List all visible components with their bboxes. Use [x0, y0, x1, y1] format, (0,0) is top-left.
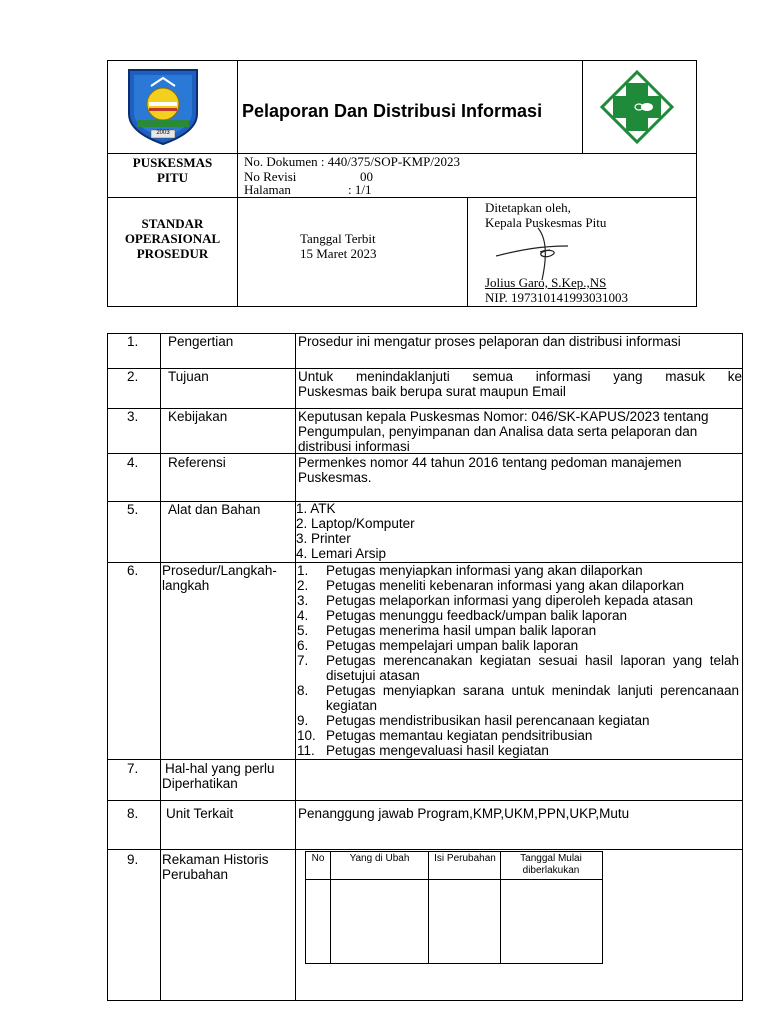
row-number: 3.	[127, 409, 139, 424]
puskesmas-logo	[599, 69, 675, 145]
revision-label: No Revisi	[244, 169, 297, 184]
history-header-no: No	[311, 853, 325, 864]
row-label: Hal-hal yang perlu Diperhatikan	[162, 761, 275, 791]
org-name: PUSKESMAS PITU	[132, 155, 213, 185]
procedure-steps	[297, 563, 739, 758]
list-item: 1. ATK	[296, 501, 336, 516]
approver-title: Kepala Puskesmas Pitu	[485, 215, 607, 230]
list-item: 6. Petugas mempelajari umpan balik laporan	[297, 638, 579, 653]
row-number: 2.	[127, 369, 139, 384]
row-label: Tujuan	[168, 369, 209, 384]
issue-date: 15 Maret 2023	[300, 246, 377, 261]
list-item: 7. Petugas merencanakan kegiatan sesuai hasil laporan yang telah disetujui atasan	[297, 653, 739, 683]
list-item: 3. Printer	[296, 531, 351, 546]
list-item: 2. Petugas meneliti kebenaran informasi yang akan dilaporkan	[297, 578, 684, 593]
row-content: Prosedur ini mengatur proses pelaporan dan distribusi informasi	[298, 334, 681, 349]
approved-by: Ditetapkan oleh,	[485, 200, 571, 215]
list-item: 8. Petugas menyiapkan sarana untuk menindak lanjuti perencanaan kegiatan	[297, 683, 739, 713]
row-content: Keputusan kepala Puskesmas Nomor: 046/SK-KAPUS/2023 tentang Pengumpulan, penyimpanan dan Analisa data serta pelaporan dan distribusi informasi	[298, 409, 709, 454]
list-item: 2. Laptop/Komputer	[296, 516, 415, 531]
row-content: Permenkes nomor 44 tahun 2016 tentang pedoman manajemen Puskesmas.	[298, 455, 682, 485]
doc-number: No. Dokumen : 440/375/SOP-KMP/2023	[244, 154, 460, 169]
row-number: 8.	[127, 806, 139, 821]
row-number: 4.	[127, 455, 139, 470]
sop-type: STANDAR OPERASIONAL PROSEDUR	[124, 216, 221, 261]
list-item: 10. Petugas memantau kegiatan pendsitribusian	[297, 728, 593, 743]
row-number: 7.	[127, 761, 139, 776]
list-item: 5. Petugas menerima hasil umpan balik laporan	[297, 623, 597, 638]
list-item: 4. Petugas menunggu feedback/umpan balik laporan	[297, 608, 627, 623]
row-content: Penanggung jawab Program,KMP,UKM,PPN,UKP,Mutu	[298, 806, 630, 821]
sop-title: Pelaporan Dan Distribusi Informasi	[242, 101, 543, 121]
row-label: Referensi	[168, 455, 226, 470]
issue-date-label: Tanggal Terbit	[300, 231, 376, 246]
signature-image	[490, 222, 600, 282]
list-item: 9. Petugas mendistribusikan hasil perencanaan kegiatan	[297, 713, 650, 728]
row-label: Rekaman Historis Perubahan	[162, 852, 269, 882]
row-number: 1.	[127, 334, 139, 349]
row-content: Untuk menindaklanjuti semua informasi yang masuk ke	[298, 369, 742, 384]
signer-name: Jolius Garo, S.Kep.,NS	[485, 275, 607, 290]
row-label: Kebijakan	[168, 409, 228, 424]
row-label: Unit Terkait	[166, 806, 234, 821]
list-item: 11. Petugas mengevaluasi hasil kegiatan	[297, 743, 549, 758]
list-item: 1. Petugas menyiapkan informasi yang akan dilaporkan	[297, 563, 643, 578]
history-header-date: Tanggal Mulai diberlakukan	[520, 853, 582, 876]
row-label: Alat dan Bahan	[168, 502, 261, 517]
page-label: Halaman	[244, 182, 291, 197]
page-value: : 1/1	[348, 182, 372, 197]
history-header-content: Isi Perubahan	[434, 853, 496, 864]
revision-value: 00	[360, 169, 373, 184]
logo-year: 2003	[156, 130, 170, 136]
list-item: 3. Petugas melaporkan informasi yang diperoleh kepada atasan	[297, 593, 693, 608]
row-number: 9.	[127, 852, 139, 867]
row-label: Pengertian	[168, 334, 234, 349]
row-number: 5.	[127, 502, 139, 517]
signer-nip: NIP. 197310141993031003	[485, 290, 629, 305]
row-label: Prosedur/Langkah-langkah	[162, 563, 277, 593]
list-item: 4. Lemari Arsip	[296, 546, 387, 561]
row-content: Puskesmas baik berupa surat maupun Email	[298, 384, 566, 399]
equipment-list	[296, 501, 415, 561]
row-number: 6.	[127, 563, 139, 578]
history-header-changed: Yang di Ubah	[349, 853, 410, 864]
